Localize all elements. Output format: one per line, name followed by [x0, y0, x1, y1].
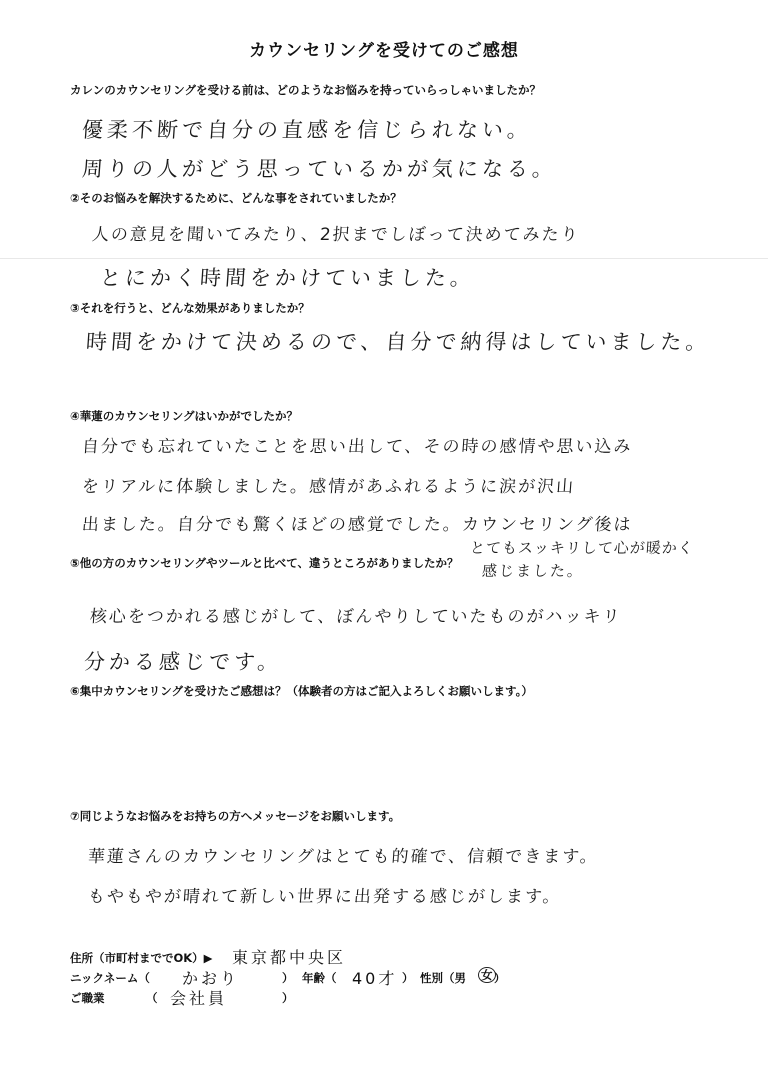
answer-5-line-1: 核心をつかれる感じがして、ぼんやりしていたものがハッキリ	[89, 607, 623, 627]
answer-3-line-1: 時間をかけて決めるので、自分で納得はしていました。	[85, 330, 712, 354]
answer-4-line-4: とてもスッキリして心が暖かく	[469, 539, 695, 557]
answer-5-line-2: 分かる感じです。	[83, 650, 284, 674]
question-4: ④華蓮のカウンセリングはいかがでしたか？	[70, 409, 299, 423]
answer-2-line-1: 人の意見を聞いてみたり、2択までしぼって決めてみたり	[91, 225, 581, 245]
fold-line	[0, 258, 768, 259]
answer-4-line-3: 出ました。自分でも驚くほどの感覚でした。カウンセリング後は	[81, 515, 634, 535]
question-6: ⑥集中カウンセリングを受けたご感想は？（体験者の方はご記入よろしくお願いします。）	[70, 684, 533, 698]
job-open: （	[146, 991, 158, 1005]
answer-4-line-1: 自分でも忘れていたことを思い出して、その時の感情や思い込み	[81, 437, 634, 457]
question-5: ⑤他の方のカウンセリングやツールと比べて、違うところがありましたか？	[70, 556, 459, 570]
gender-close: ）	[494, 971, 506, 985]
question-1: カレンのカウンセリングを受ける前は、どのようなお悩みを持っていらっしゃいましたか？	[70, 83, 541, 97]
job-value: 会社員	[170, 989, 228, 1008]
answer-7-line-1: 華蓮さんのカウンセリングはとても的確で、信頼できます。	[87, 847, 600, 867]
answer-2-line-2: とにかく時間をかけていました。	[99, 266, 476, 290]
answer-1-line-1: 優柔不断で自分の直感を信じられない。	[81, 118, 533, 142]
answer-4-line-2: をリアルに体験しました。感情があふれるように涙が沢山	[81, 477, 576, 497]
nickname-close: ）	[282, 971, 294, 985]
age-close: ）	[402, 971, 414, 985]
age-value: 40才	[352, 969, 398, 988]
nickname-label: ニックネーム（	[70, 971, 150, 985]
answer-1-line-2: 周りの人がどう思っているかが気になる。	[81, 157, 558, 181]
gender-label: 性別（男	[420, 971, 466, 985]
address-value: 東京都中央区	[232, 948, 347, 967]
job-close: ）	[282, 991, 294, 1005]
answer-7-line-2: もやもやが晴れて新しい世界に出発する感じがします。	[87, 887, 563, 907]
question-3: ③それを行うと、どんな効果がありましたか？	[70, 301, 310, 315]
question-2: ②そのお悩みを解決するために、どんな事をされていましたか？	[70, 191, 402, 205]
question-7: ⑦同じようなお悩みをお持ちの方へメッセージをお願いします。	[70, 809, 401, 823]
age-label: 年齢（	[302, 971, 337, 985]
nickname-value: かおり	[182, 969, 240, 988]
job-label: ご職業	[70, 991, 105, 1005]
page-title: カウンセリングを受けてのご感想	[249, 41, 519, 61]
gender-value: 女	[478, 967, 496, 983]
answer-4-line-5: 感じました。	[481, 562, 585, 580]
address-label: 住所（市町村まででOK）▶	[70, 951, 213, 965]
